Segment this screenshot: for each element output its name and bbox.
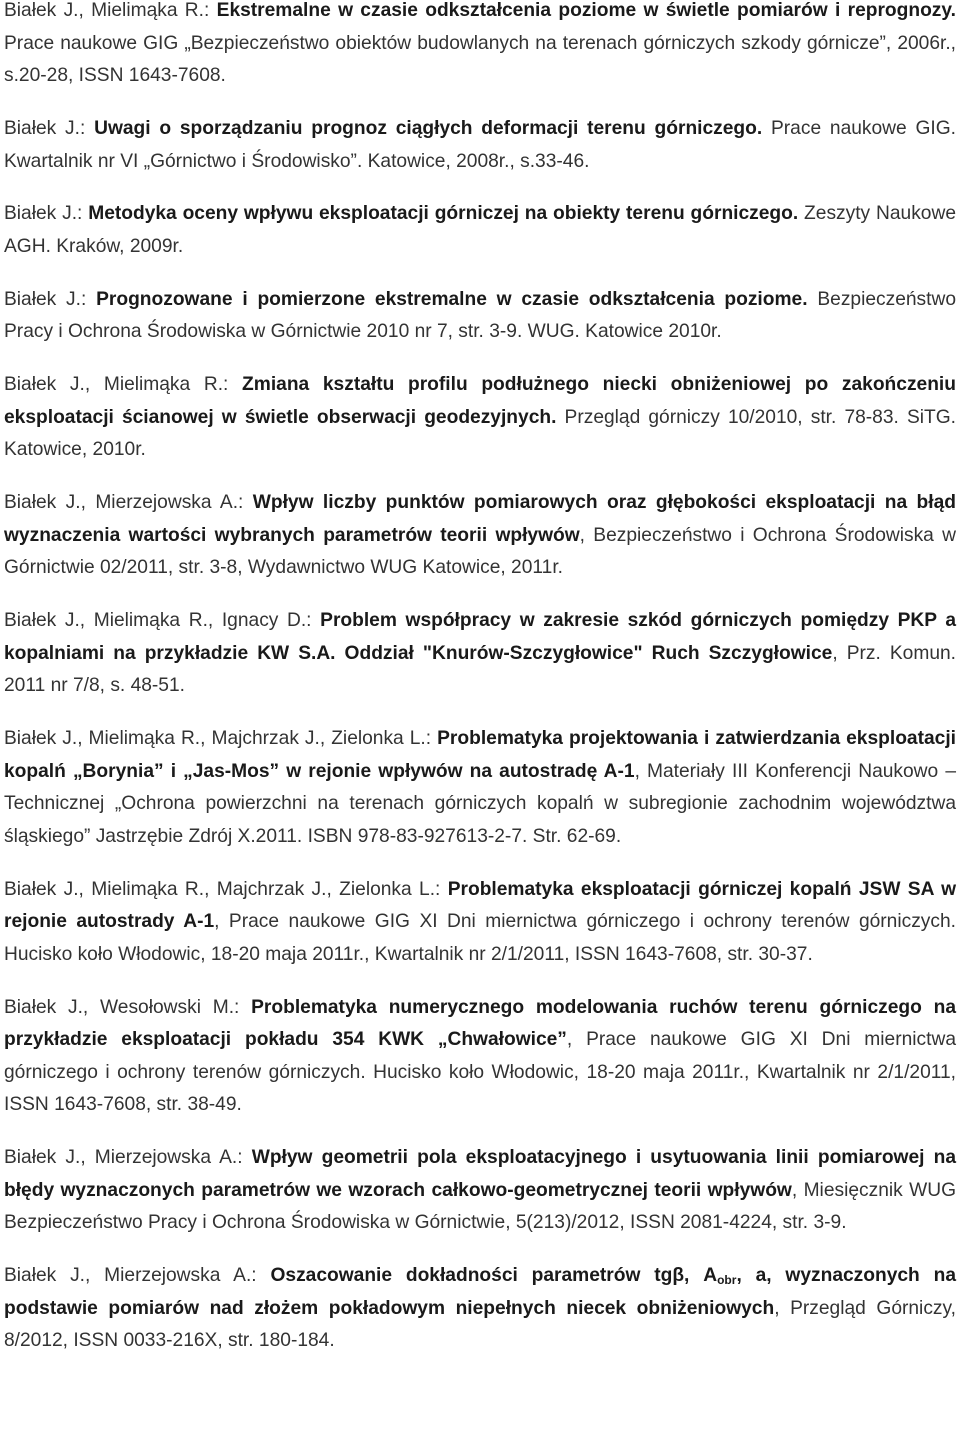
bibliography-entry: [4, 1260, 956, 1358]
entry-spacer: [4, 853, 956, 873]
entry-authors: Białek J., Mielimąka R., Ignacy D.:: [4, 610, 321, 632]
entry-authors: Białek J.:: [4, 288, 97, 310]
entry-title: Problematyka numerycznego modelowania ruchów terenu górniczego na przykładzie eksploatacji pokładu 354 KWK „Chwałowice”: [4, 996, 956, 1051]
entry-spacer: [4, 1122, 956, 1142]
entry-details: Prace naukowe GIG „Bezpieczeństwo obiektów budowlanych na terenach górniczych szkody górnicze”, 2006r., s.20-28, ISSN 1643-7608.: [4, 32, 956, 87]
entry-authors: Białek J., Mielimąka R.:: [4, 374, 243, 396]
entry-title: Zmiana kształtu profilu podłużnego niecki obniżeniowej po zakończeniu eksploatacji ścianowej w świetle obserwacji geodezyjnych.: [4, 374, 956, 428]
entry-title: Wpływ geometrii pola eksploatacyjnego i usytuowania linii pomiarowej na błędy wyznaczonych parametrów we wzorach całkowo-geometrycznej teorii wpływów: [4, 1147, 956, 1201]
entry-details: , Prace naukowe GIG XI Dni miernictwa górniczego i ochrony terenów górniczych. Hucisko koło Włodowic, 18-20 maja 2011r., Kwartalnik nr 2/1/2011, ISSN 1643-7608, str. 38-49.: [4, 1029, 956, 1116]
entry-title: Ekstremalne w czasie odkształcenia poziome w świetle pomiarów i reprognozy.: [216, 0, 956, 21]
entry-spacer: [4, 703, 956, 723]
entry-title: Problematyka eksploatacji górniczej kopalń JSW SA w rejonie autostrady A-1: [4, 878, 956, 933]
bibliography-entry: [4, 284, 956, 349]
bibliography-entry: [4, 369, 956, 467]
entry-details: Bezpieczeństwo Pracy i Ochrona Środowiska w Górnictwie 2010 nr 7, str. 3-9. WUG. Katowice 2010r.: [4, 288, 956, 343]
entry-spacer: [4, 178, 956, 198]
entry-spacer: [4, 93, 956, 113]
entry-title-subscript: obr: [717, 1273, 737, 1288]
bibliography-entry: [4, 198, 956, 263]
entry-details: Zeszyty Naukowe AGH. Kraków, 2009r.: [4, 203, 956, 257]
bibliography-entry: [4, 605, 956, 703]
entry-details: , Bezpieczeństwo i Ochrona Środowiska w Górnictwie 02/2011, str. 3-8, Wydawnictwo WUG Katowice, 2011r.: [4, 524, 956, 579]
bibliography-entry: [4, 113, 956, 178]
bibliography-entry: [4, 0, 956, 93]
entry-authors: Białek J.:: [4, 117, 95, 139]
entry-details: Prace naukowe GIG. Kwartalnik nr VI „Górnictwo i Środowisko”. Katowice, 2008r., s.33-46.: [4, 117, 956, 172]
entry-authors: Białek J., Mierzejowska A.:: [4, 492, 253, 514]
entry-title: Problematyka projektowania i zatwierdzania eksploatacji kopalń „Borynia” i „Jas-Mos” w rejonie wpływów na autostradę A-1: [4, 728, 956, 782]
entry-authors: Białek J., Mielimąka R., Majchrzak J., Zielonka L.:: [4, 878, 448, 900]
entry-spacer: [4, 585, 956, 605]
entry-authors: Białek J., Mierzejowska A.:: [4, 1265, 271, 1287]
entry-authors: Białek J., Mielimąka R., Majchrzak J., Zielonka L.:: [4, 728, 438, 749]
entry-title: Prognozowane i pomierzone ekstremalne w czasie odkształcenia poziome.: [96, 288, 808, 310]
entry-authors: Białek J., Wesołowski M.:: [4, 996, 252, 1018]
entry-details: Przegląd górniczy 10/2010, str. 78-83. SiTG. Katowice, 2010r.: [4, 406, 956, 461]
bibliography-entry: [4, 1142, 956, 1240]
entry-title-part: Oszacowanie dokładności parametrów tgβ, A: [270, 1265, 718, 1287]
entry-title: Problem współpracy w zakresie szkód górniczych pomiędzy PKP a kopalniami na przykładzie KW S.A. Oddział "Knurów-Szczygłowice" Ruch Szczygłowice: [4, 610, 956, 664]
entry-details: , Przegląd Górniczy, 8/2012, ISSN 0033-216X, str. 180-184.: [4, 1297, 957, 1352]
entry-title: Uwagi o sporządzaniu prognoz ciągłych deformacji terenu górniczego.: [94, 117, 763, 139]
entry-spacer: [4, 1240, 956, 1260]
entry-details: , Materiały III Konferencji Naukowo – Technicznej „Ochrona powierzchni na terenach górniczych kopalń w subregionie zachodnim województwa śląskiego” Jastrzębie Zdrój X.2011. ISBN 978-83-927613-2-7. Str. 62-69.: [4, 760, 956, 847]
entry-details: , Prace naukowe GIG XI Dni miernictwa górniczego i ochrony terenów górniczych. Hucisko koło Włodowic, 18-20 maja 2011r., Kwartalnik nr 2/1/2011, ISSN 1643-7608, str. 30-37.: [4, 911, 956, 965]
bibliography-entry: [4, 874, 956, 972]
entry-details: , Miesięcznik WUG Bezpieczeństwo Pracy i Ochrona Środowiska w Górnictwie, 5(213)/2012, ISSN 2081-4224, str. 3-9.: [4, 1179, 957, 1234]
entry-spacer: [4, 971, 956, 991]
entry-authors: Białek J.:: [4, 203, 89, 225]
entry-authors: Białek J., Mielimąka R.:: [4, 0, 217, 21]
bibliography-entry: [4, 723, 956, 853]
entry-spacer: [4, 264, 956, 284]
bibliography-entry: [4, 487, 956, 585]
entry-details: , Prz. Komun. 2011 nr 7/8, s. 48-51.: [4, 642, 956, 697]
entry-spacer: [4, 467, 956, 487]
entry-spacer: [4, 349, 956, 369]
entry-title-part: , a, wyznaczonych na podstawie pomiarów nad złożem pokładowym niepełnych niecek obniżeniowych: [4, 1265, 957, 1319]
entry-authors: Białek J., Mierzejowska A.:: [4, 1147, 252, 1169]
entry-title: Metodyka oceny wpływu eksploatacji górniczej na obiekty terenu górniczego.: [88, 203, 799, 225]
entry-title: Wpływ liczby punktów pomiarowych oraz głębokości eksploatacji na błąd wyznaczenia wartości wybranych parametrów teorii wpływów: [4, 492, 956, 546]
bibliography-entry: [4, 992, 956, 1122]
